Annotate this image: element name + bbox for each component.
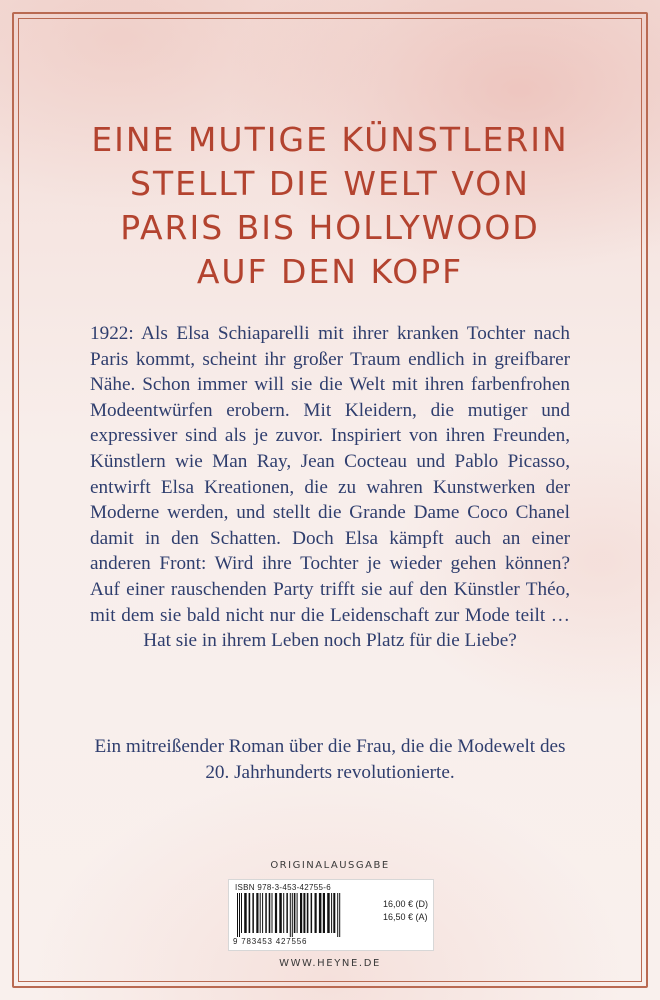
blurb-paragraph: 1922: Als Elsa Schiaparelli mit ihrer kranken Tochter nach Paris kommt, scheint ihr großer Traum endlich in greifbarer Nähe. Schon immer will sie die Welt mit ihren farbenfrohen Modeentwürfen erobern. Mit Kleidern, die mutiger und expressiver sind als je zuvor. Inspiriert von ihren Freunden, Künstlern wie Man Ray, Jean Cocteau und Pablo Picasso, entwirft Elsa Kreationen, die zu wahren Kunstwerken der Moderne werden, und stellt die Grande Dame Coco Chanel damit in den Schatten. Doch Elsa kämpft auch an einer anderen Front: Wird ihre Tochter je wieder gehen können? Auf einer rauschenden Party trifft sie auf den Künstler Théo, mit dem sie bald nicht nur die Leidenschaft zur Mode teilt … Hat sie in ihrem Leben noch Platz für die Liebe? [90,323,570,652]
price-germany: 16,00 € (D) [383,899,429,909]
barcode-box [228,879,434,951]
publisher-website: WWW.HEYNE.DE [279,958,381,969]
headline-line: STELLT DIE WELT VON [130,164,530,203]
price-austria: 16,50 € (A) [383,912,428,922]
headline-line: AUF DEN KOPF [196,252,464,291]
barcode-digits: 9 783453 427556 [233,937,308,946]
edition-label: ORIGINALAUSGABE [270,860,390,871]
isbn-number: ISBN 978-3-453-42755-6 [235,883,331,892]
price-list [383,898,428,924]
headline-line: EINE MUTIGE KÜNSTLERIN [91,120,569,159]
barcode-image [235,893,375,937]
headline-line: PARIS BIS HOLLYWOOD [120,208,540,247]
headline [40,118,620,294]
tagline: Ein mitreißender Roman über die Frau, die die Modewelt des 20. Jahrhunderts revolutionierte. [94,736,566,783]
